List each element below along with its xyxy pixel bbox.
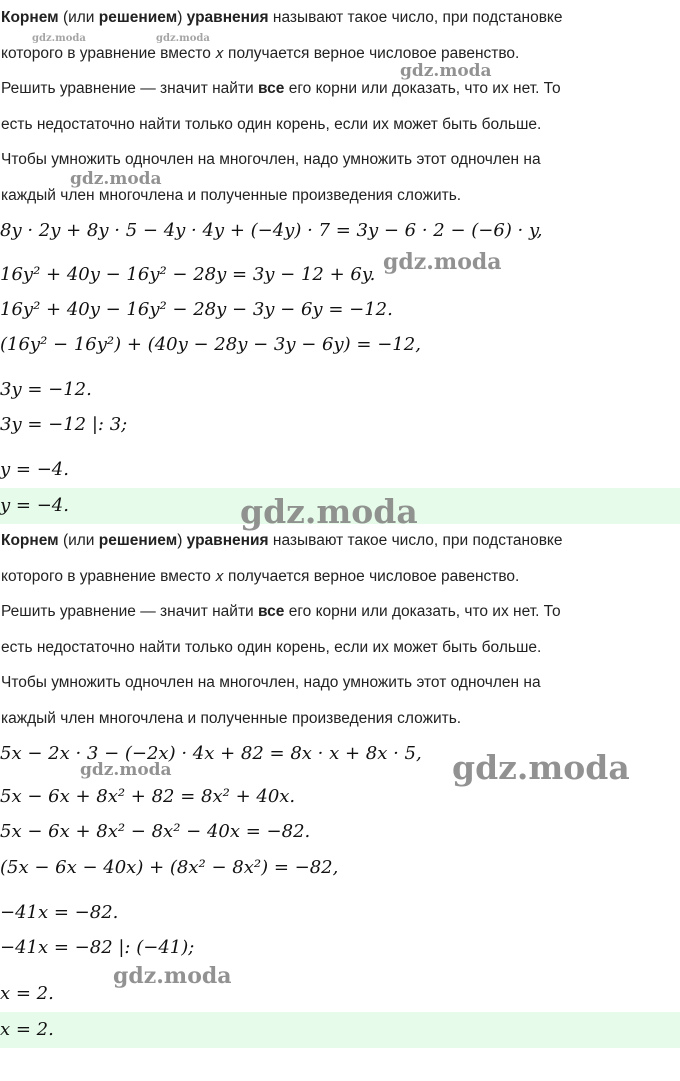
equation-line: (5x − 6x − 40x) + (8x² − 8x²) = −82,	[0, 857, 339, 878]
watermark: gdz.moda	[80, 760, 172, 780]
watermark: gdz.moda	[383, 249, 502, 275]
watermark: gdz.moda	[156, 33, 210, 44]
equation-line: 8y · 2y + 8y · 5 − 4y · 4y + (−4y) · 7 = 3y − 6 · 2 − (−6) · y,	[0, 220, 543, 241]
equation-line: 16y² + 40y − 16y² − 28y − 3y − 6y = −12.	[0, 299, 393, 320]
equation-line: 5x − 6x + 8x² − 8x² − 40x = −82.	[0, 821, 311, 842]
theory-line-3: Решить уравнение — значит найти все его корни или доказать, что их нет. То	[1, 603, 561, 620]
equation-line: 3y = −12 |: 3;	[0, 414, 128, 435]
watermark: gdz.moda	[70, 169, 162, 189]
theory-line-5: Чтобы умножить одночлен на многочлен, надо умножить этот одночлен на	[1, 151, 541, 168]
theory-line-6: каждый член многочлена и полученные произведения сложить.	[1, 710, 462, 727]
equation-line: 5x − 2x · 3 − (−2x) · 4x + 82 = 8x · x + 8x · 5,	[0, 743, 422, 764]
theory-line-5: Чтобы умножить одночлен на многочлен, надо умножить этот одночлен на	[1, 674, 541, 691]
answer-text: x = 2.	[0, 1019, 54, 1040]
theory-line-3: Решить уравнение — значит найти все его корни или доказать, что их нет. То	[1, 80, 561, 97]
watermark: gdz.moda	[113, 963, 232, 989]
answer-box	[0, 1012, 680, 1048]
equation-line: x = 2.	[0, 983, 54, 1004]
watermark: gdz.moda	[452, 748, 630, 787]
watermark: gdz.moda	[32, 33, 86, 44]
theory-line-4: есть недостаточно найти только один корень, если их может быть больше.	[1, 116, 542, 133]
theory-line-4: есть недостаточно найти только один корень, если их может быть больше.	[1, 639, 542, 656]
theory-line-2: которого в уравнение вместо 𝑥 получается верное числовое равенство.	[1, 45, 520, 62]
equation-line: 16y² + 40y − 16y² − 28y = 3y − 12 + 6y.	[0, 264, 376, 285]
equation-line: (16y² − 16y²) + (40y − 28y − 3y − 6y) = −12,	[0, 334, 421, 355]
equation-line: y = −4.	[0, 459, 69, 480]
equation-line: 5x − 6x + 8x² + 82 = 8x² + 40x.	[0, 786, 296, 807]
watermark: gdz.moda	[400, 61, 492, 81]
answer-text: y = −4.	[0, 495, 69, 516]
theory-line-2: которого в уравнение вместо 𝑥 получается верное числовое равенство.	[1, 568, 520, 585]
equation-line: −41x = −82.	[0, 902, 119, 923]
watermark: gdz.moda	[240, 492, 418, 531]
equation-line: 3y = −12.	[0, 379, 92, 400]
equation-line: −41x = −82 |: (−41);	[0, 937, 195, 958]
theory-line-1: Корнем (или решением) уравнения называют такое число, при подстановке	[1, 532, 563, 549]
theory-line-6: каждый член многочлена и полученные произведения сложить.	[1, 187, 462, 204]
theory-line-1: Корнем (или решением) уравнения называют такое число, при подстановке	[1, 9, 563, 26]
